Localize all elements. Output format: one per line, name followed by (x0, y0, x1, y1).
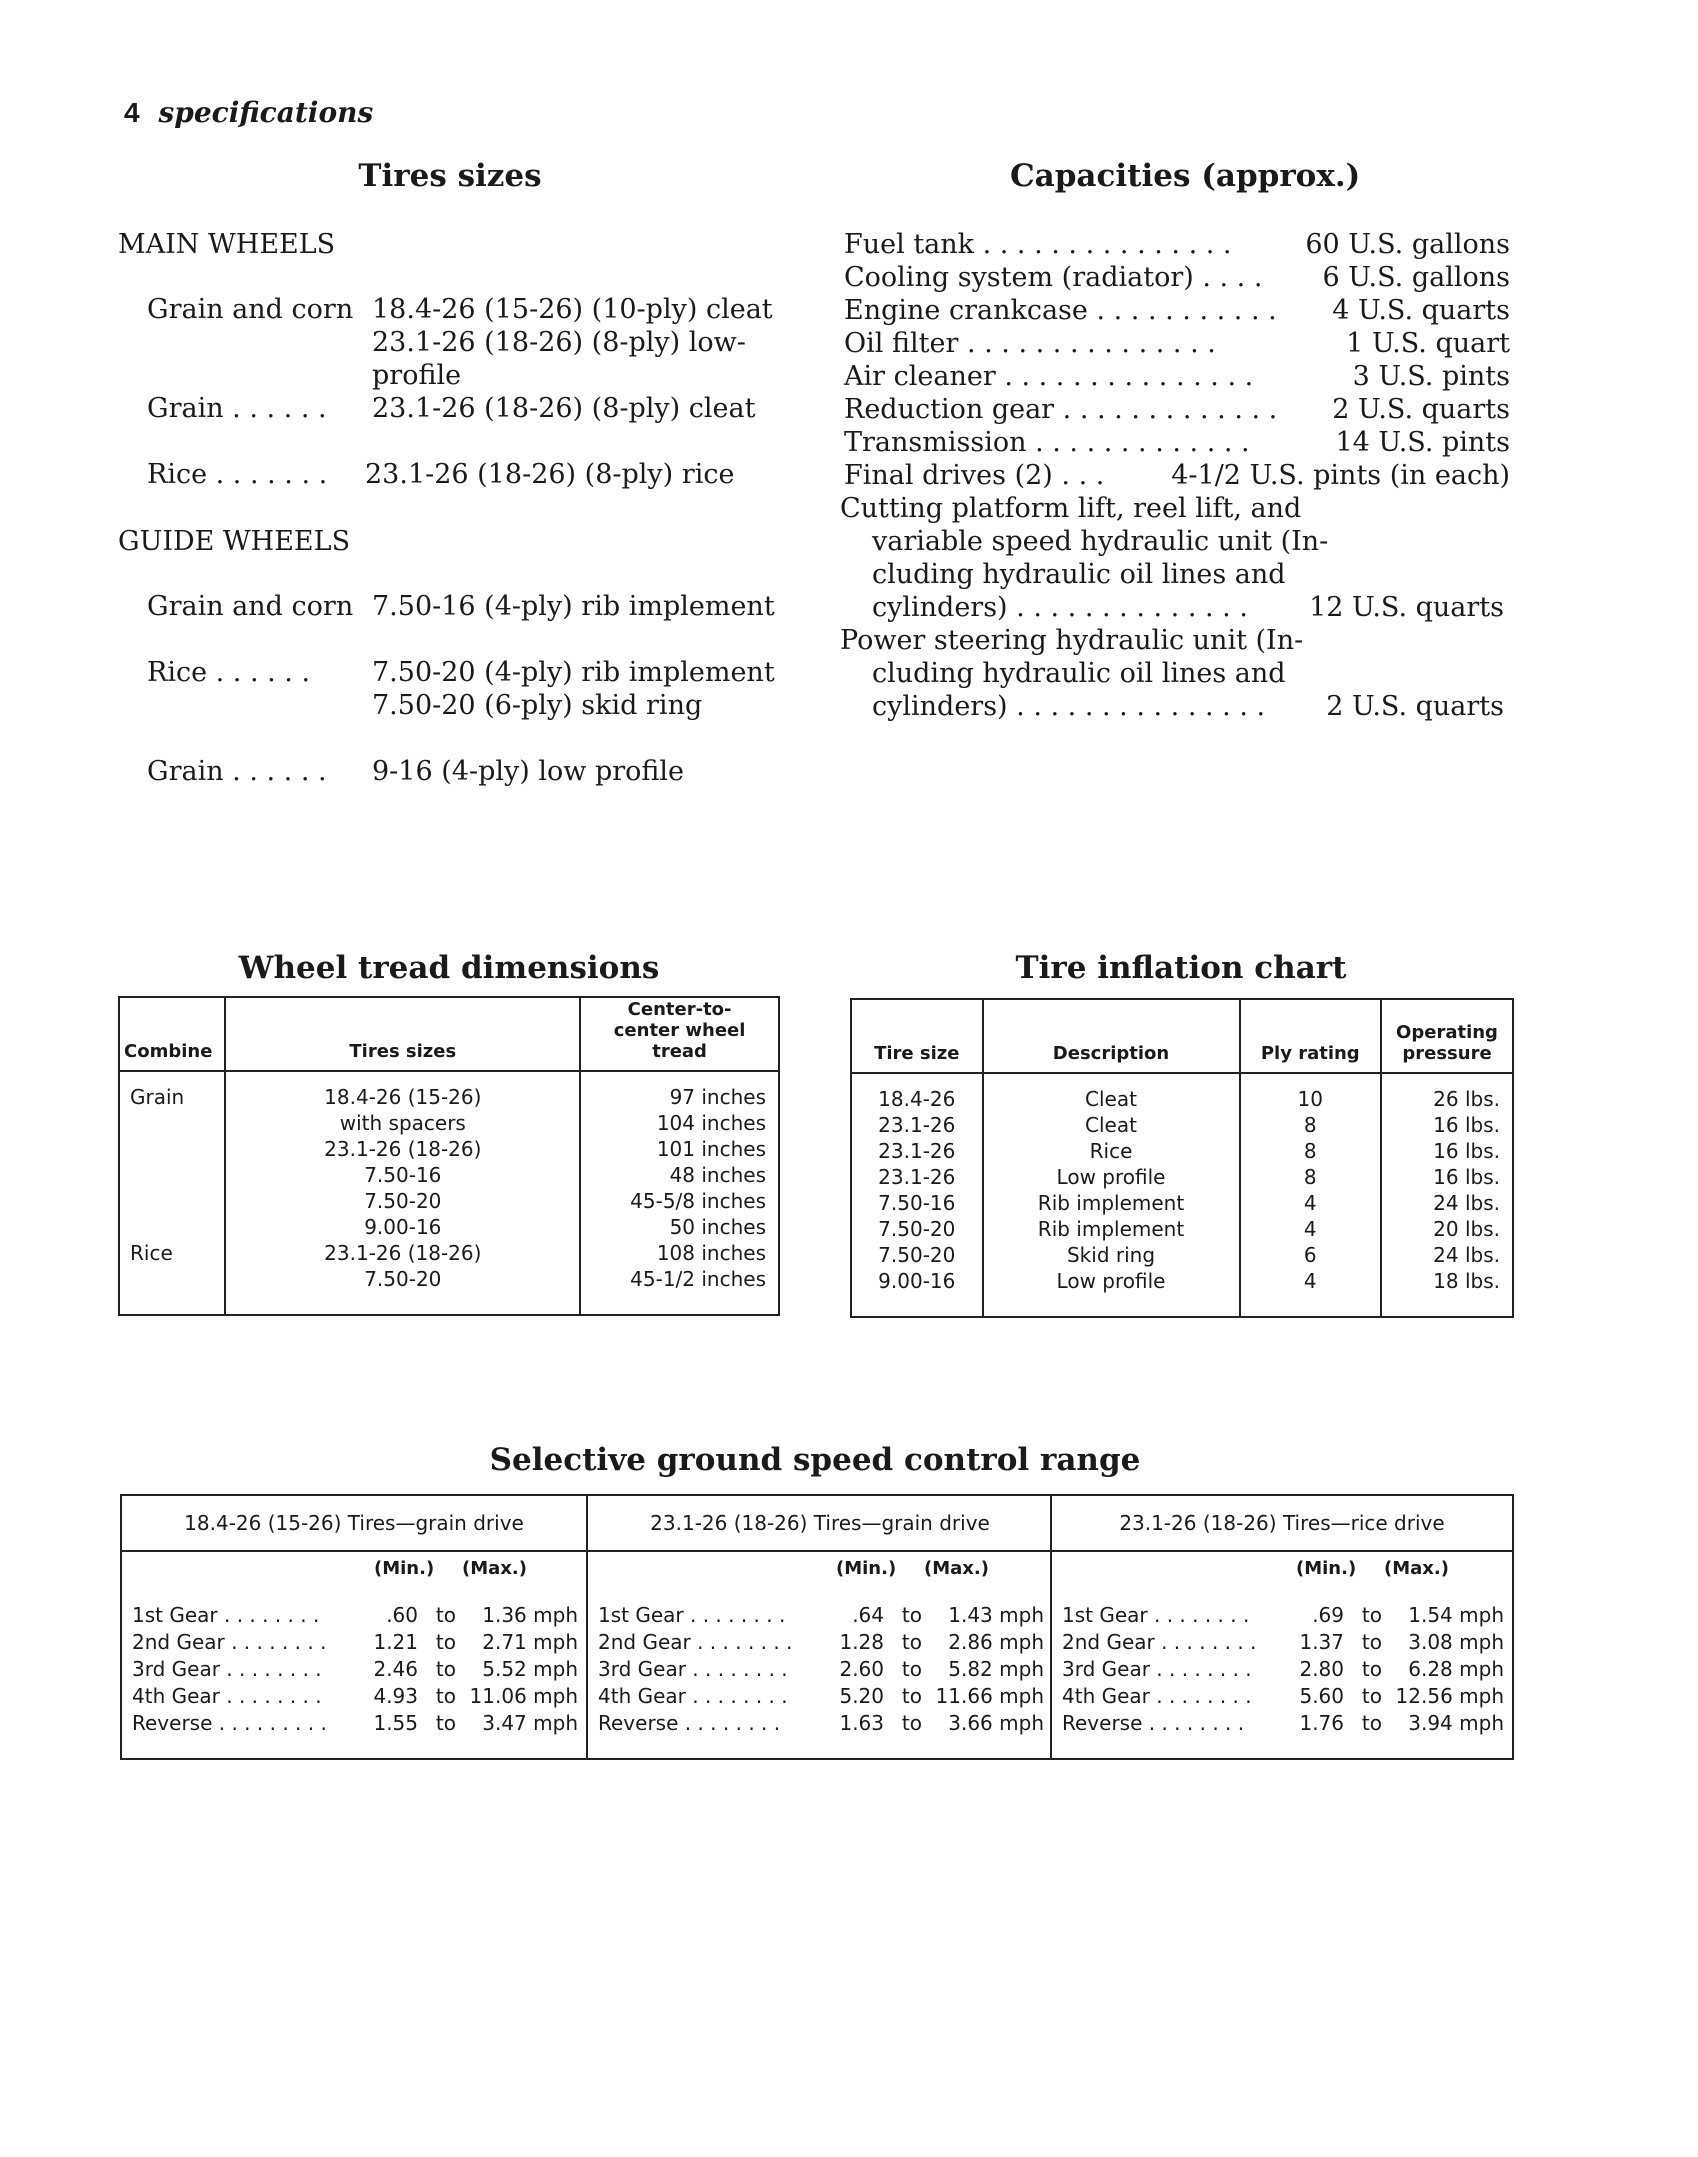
tires-cell (225, 1071, 580, 1240)
gear-label: 1st Gear . . . . . . . . (598, 1603, 786, 1627)
capacity-text-line (844, 525, 1510, 558)
tire-value: 23.1-26 (18-26) (8-ply) low- (372, 327, 746, 358)
max-speed: 3.47 mph (482, 1711, 578, 1735)
gear-row (1062, 1656, 1504, 1683)
guide-wheels-heading: GUIDE WHEELS (118, 526, 351, 557)
capacity-value: 2 U.S. quarts (1326, 691, 1504, 722)
capacity-label: Engine crankcase . . . . . . . . . . . (844, 295, 1277, 326)
tire-value: 23.1-26 (18-26) (8-ply) cleat (372, 393, 756, 424)
main-wheels-heading: MAIN WHEELS (118, 229, 336, 260)
tread-value: 108 inches (656, 1241, 766, 1265)
capacity-value: 4-1/2 U.S. pints (in each) (1171, 460, 1510, 491)
ply-rating: 4 (1303, 1269, 1317, 1293)
ply-rating: 8 (1303, 1139, 1317, 1163)
capacity-row (844, 294, 1510, 327)
capacity-value: 2 U.S. quarts (1332, 394, 1510, 425)
tread-value: 45-1/2 inches (630, 1267, 766, 1291)
tire-size: 7.50-16 (878, 1191, 956, 1215)
tread-value: 48 inches (669, 1163, 766, 1187)
ply-rating: 8 (1303, 1113, 1317, 1137)
capacity-text-line (840, 624, 1510, 657)
tire-label: Grain . . . . . . (147, 393, 327, 424)
min-speed: 1.63 (839, 1711, 884, 1735)
tire-label: Grain and corn (147, 591, 354, 622)
inflation-title: Tire inflation chart (1015, 950, 1347, 986)
capacity-label: Oil filter . . . . . . . . . . . . . . . (844, 328, 1216, 359)
tire-size: 23.1-26 (878, 1165, 956, 1189)
pressure-value: 16 lbs. (1433, 1165, 1500, 1189)
tire-size: 23.1-26 (18-26) (324, 1241, 482, 1265)
table-row (119, 1240, 779, 1315)
capacity-label: cylinders) . . . . . . . . . . . . . . (872, 592, 1248, 623)
min-label: (Min.) (836, 1558, 897, 1579)
max-speed: 6.28 mph (1408, 1657, 1504, 1681)
capacity-value: 4 U.S. quarts (1332, 295, 1510, 326)
capacity-text: Power steering hydraulic unit (In- (840, 625, 1304, 656)
tire-label: Grain and corn (147, 294, 354, 325)
gear-label: 4th Gear . . . . . . . . (598, 1684, 788, 1708)
tire-description: Rib implement (1037, 1217, 1185, 1241)
max-speed: 11.66 mph (935, 1684, 1044, 1708)
max-speed: 5.82 mph (948, 1657, 1044, 1681)
tread-header-row (119, 997, 779, 1071)
tire-size: 9.00-16 (364, 1215, 442, 1239)
tire-value: 18.4-26 (15-26) (10-ply) cleat (372, 294, 773, 325)
gear-label: 2nd Gear . . . . . . . . (132, 1630, 327, 1654)
tire-description: Low profile (1056, 1165, 1166, 1189)
tire-size: 7.50-20 (878, 1217, 956, 1241)
max-label: (Max.) (924, 1558, 989, 1579)
to-word: to (1361, 1603, 1382, 1627)
gear-label: 1st Gear . . . . . . . . (1062, 1603, 1250, 1627)
tire-size: 7.50-16 (364, 1163, 442, 1187)
capacity-row (844, 261, 1510, 294)
gear-row (1062, 1602, 1504, 1629)
gear-label: 1st Gear . . . . . . . . (132, 1603, 320, 1627)
inflation-header-ply: Ply rating (1240, 999, 1382, 1073)
to-word: to (1361, 1657, 1382, 1681)
min-speed: 4.93 (373, 1684, 418, 1708)
tire-size: 18.4-26 (878, 1087, 956, 1111)
gear-row (132, 1602, 578, 1629)
gear-row (598, 1629, 1044, 1656)
gear-row (132, 1683, 578, 1710)
max-speed: 11.06 mph (469, 1684, 578, 1708)
min-speed: 5.60 (1299, 1684, 1344, 1708)
capacity-label: Final drives (2) . . . (844, 460, 1105, 491)
gear-row (598, 1656, 1044, 1683)
speed-column (586, 1496, 1052, 1758)
capacity-row (844, 228, 1510, 261)
min-speed: 1.21 (373, 1630, 418, 1654)
capacity-row (844, 360, 1510, 393)
min-speed: 2.60 (839, 1657, 884, 1681)
size-cell (851, 1073, 983, 1317)
gear-row (598, 1683, 1044, 1710)
min-speed: .69 (1312, 1603, 1344, 1627)
tire-size: 7.50-20 (364, 1267, 442, 1291)
gear-label: 2nd Gear . . . . . . . . (1062, 1630, 1257, 1654)
tire-value: 7.50-20 (4-ply) rib implement (372, 657, 775, 688)
tread-header-tires: Tires sizes (225, 997, 580, 1071)
tread-value: 50 inches (669, 1215, 766, 1239)
to-word: to (901, 1603, 922, 1627)
gear-label: Reverse . . . . . . . . (598, 1711, 781, 1735)
capacity-text-line (844, 657, 1510, 690)
gear-label: 2nd Gear . . . . . . . . (598, 1630, 793, 1654)
tire-description: Rice (1089, 1139, 1133, 1163)
capacity-row (844, 327, 1510, 360)
pressure-value: 18 lbs. (1433, 1269, 1500, 1293)
to-word: to (901, 1657, 922, 1681)
combine-cell: Rice (119, 1240, 225, 1315)
table-row (851, 1073, 1513, 1317)
tires-title: Tires sizes (358, 158, 542, 194)
gear-label: 3rd Gear . . . . . . . . (1062, 1657, 1252, 1681)
capacity-row (844, 426, 1510, 459)
capacity-value: 6 U.S. gallons (1322, 262, 1510, 293)
gear-label: 3rd Gear . . . . . . . . (598, 1657, 788, 1681)
to-word: to (1361, 1630, 1382, 1654)
min-speed: 2.80 (1299, 1657, 1344, 1681)
max-speed: 3.94 mph (1408, 1711, 1504, 1735)
inflation-header-desc: Description (983, 999, 1240, 1073)
speed-title: Selective ground speed control range (489, 1442, 1141, 1478)
to-word: to (435, 1630, 456, 1654)
gear-row (598, 1710, 1044, 1737)
ply-rating: 4 (1303, 1191, 1317, 1215)
max-label: (Max.) (1384, 1558, 1449, 1579)
tire-value: 9-16 (4-ply) low profile (372, 756, 685, 787)
tread-table (118, 996, 780, 1316)
inflation-header-size: Tire size (851, 999, 983, 1073)
tires-cell (225, 1240, 580, 1315)
max-speed: 5.52 mph (482, 1657, 578, 1681)
tread-header-tread: Center-to-center wheel tread (580, 997, 779, 1071)
max-speed: 2.71 mph (482, 1630, 578, 1654)
tire-label: Grain . . . . . . (147, 756, 327, 787)
tire-size: 23.1-26 (878, 1113, 956, 1137)
capacity-row (844, 591, 1510, 624)
capacity-label: cylinders) . . . . . . . . . . . . . . . (872, 691, 1266, 722)
desc-cell (983, 1073, 1240, 1317)
max-speed: 12.56 mph (1395, 1684, 1504, 1708)
min-label: (Min.) (374, 1558, 435, 1579)
min-label: (Min.) (1296, 1558, 1357, 1579)
capacity-value: 14 U.S. pints (1335, 427, 1510, 458)
pressure-value: 20 lbs. (1433, 1217, 1500, 1241)
tread-value: 101 inches (656, 1137, 766, 1161)
section-name: specifications (158, 96, 374, 129)
capacity-value: 12 U.S. quarts (1309, 592, 1504, 623)
max-speed: 1.54 mph (1408, 1603, 1504, 1627)
max-speed: 2.86 mph (948, 1630, 1044, 1654)
tire-value: 7.50-20 (6-ply) skid ring (372, 690, 703, 721)
to-word: to (435, 1684, 456, 1708)
pressure-value: 26 lbs. (1433, 1087, 1500, 1111)
capacities-title: Capacities (approx.) (1010, 158, 1361, 194)
tire-description: Skid ring (1066, 1243, 1156, 1267)
capacity-value: 3 U.S. pints (1352, 361, 1510, 392)
min-speed: 1.37 (1299, 1630, 1344, 1654)
pressure-value: 16 lbs. (1433, 1113, 1500, 1137)
tire-value: profile (372, 360, 462, 391)
to-word: to (435, 1711, 456, 1735)
capacity-text-line (840, 492, 1510, 525)
gear-label: Reverse . . . . . . . . (1062, 1711, 1245, 1735)
to-word: to (1361, 1711, 1382, 1735)
max-speed: 1.43 mph (948, 1603, 1044, 1627)
speed-column-header: 23.1-26 (18-26) Tires—rice drive (1052, 1496, 1512, 1552)
table-row (119, 1071, 779, 1240)
gear-label: 4th Gear . . . . . . . . (1062, 1684, 1252, 1708)
to-word: to (1361, 1684, 1382, 1708)
capacity-label: Air cleaner . . . . . . . . . . . . . . . (844, 361, 1254, 392)
tread-value: 97 inches (669, 1085, 766, 1109)
min-speed: 5.20 (839, 1684, 884, 1708)
to-word: to (901, 1711, 922, 1735)
capacity-row (844, 459, 1510, 492)
tire-label: Rice . . . . . . (147, 657, 311, 688)
tire-size: 18.4-26 (15-26) (324, 1085, 482, 1109)
tire-label: Rice . . . . . . . (147, 459, 328, 490)
speed-column (122, 1496, 586, 1758)
gear-row (598, 1602, 1044, 1629)
capacity-text: Cutting platform lift, reel lift, and (840, 493, 1302, 524)
tire-description: Rib implement (1037, 1191, 1185, 1215)
guide-list (147, 590, 787, 810)
tire-description: Cleat (1085, 1113, 1137, 1137)
tire-value: 7.50-16 (4-ply) rib implement (372, 591, 775, 622)
ply-rating: 6 (1303, 1243, 1317, 1267)
capacity-text-line (844, 558, 1510, 591)
gear-label: 4th Gear . . . . . . . . (132, 1684, 322, 1708)
gear-label: Reverse . . . . . . . . . (132, 1711, 327, 1735)
tire-size: 7.50-20 (364, 1189, 442, 1213)
page-header (124, 96, 373, 129)
gear-row (1062, 1710, 1504, 1737)
gear-row (132, 1656, 578, 1683)
tread-cell (580, 1240, 779, 1315)
tread-cell (580, 1071, 779, 1240)
capacity-label: Reduction gear . . . . . . . . . . . . . (844, 394, 1278, 425)
capacity-row (844, 690, 1510, 723)
max-speed: 3.66 mph (948, 1711, 1044, 1735)
speed-column-header: 18.4-26 (15-26) Tires—grain drive (122, 1496, 586, 1552)
tread-header-combine: Combine (119, 997, 225, 1071)
gear-row (1062, 1629, 1504, 1656)
to-word: to (901, 1630, 922, 1654)
speed-table (120, 1494, 1514, 1760)
ply-rating: 8 (1303, 1165, 1317, 1189)
pressure-value: 16 lbs. (1433, 1139, 1500, 1163)
tire-value: 23.1-26 (18-26) (8-ply) rice (365, 459, 735, 490)
min-speed: 1.55 (373, 1711, 418, 1735)
tire-size: 7.50-20 (878, 1243, 956, 1267)
tire-size: 9.00-16 (878, 1269, 956, 1293)
to-word: to (435, 1603, 456, 1627)
capacity-row (844, 393, 1510, 426)
ply-cell (1240, 1073, 1382, 1317)
min-speed: .60 (386, 1603, 418, 1627)
tire-size: with spacers (339, 1111, 466, 1135)
ply-rating: 10 (1297, 1087, 1323, 1111)
min-speed: 1.76 (1299, 1711, 1344, 1735)
gear-row (132, 1710, 578, 1737)
max-speed: 1.36 mph (482, 1603, 578, 1627)
capacity-text: variable speed hydraulic unit (In- (872, 526, 1329, 557)
ply-rating: 4 (1303, 1217, 1317, 1241)
min-speed: .64 (852, 1603, 884, 1627)
tread-title: Wheel tread dimensions (238, 950, 660, 986)
max-speed: 3.08 mph (1408, 1630, 1504, 1654)
tire-description: Low profile (1056, 1269, 1166, 1293)
speed-column-header: 23.1-26 (18-26) Tires—grain drive (588, 1496, 1052, 1552)
inflation-table (850, 998, 1514, 1318)
capacity-label: Cooling system (radiator) . . . . (844, 262, 1263, 293)
capacity-text: cluding hydraulic oil lines and (872, 658, 1286, 689)
inflation-header-pressure: Operating pressure (1381, 999, 1513, 1073)
pressure-value: 24 lbs. (1433, 1243, 1500, 1267)
gear-row (1062, 1683, 1504, 1710)
capacity-text: cluding hydraulic oil lines and (872, 559, 1286, 590)
tire-description: Cleat (1085, 1087, 1137, 1111)
capacity-label: Fuel tank . . . . . . . . . . . . . . . (844, 229, 1232, 260)
speed-column (1050, 1496, 1512, 1758)
tire-size: 23.1-26 (878, 1139, 956, 1163)
pressure-value: 24 lbs. (1433, 1191, 1500, 1215)
to-word: to (901, 1684, 922, 1708)
max-label: (Max.) (462, 1558, 527, 1579)
capacities-list (840, 228, 1510, 728)
capacity-value: 1 U.S. quart (1346, 328, 1510, 359)
pressure-cell (1381, 1073, 1513, 1317)
capacity-label: Transmission . . . . . . . . . . . . . (844, 427, 1250, 458)
inflation-header-row (851, 999, 1513, 1073)
min-speed: 1.28 (839, 1630, 884, 1654)
page-number: 4 (124, 97, 140, 128)
to-word: to (435, 1657, 456, 1681)
tread-value: 45-5/8 inches (630, 1189, 766, 1213)
tread-value: 104 inches (656, 1111, 766, 1135)
gear-label: 3rd Gear . . . . . . . . (132, 1657, 322, 1681)
gear-row (132, 1629, 578, 1656)
tire-size: 23.1-26 (18-26) (324, 1137, 482, 1161)
min-speed: 2.46 (373, 1657, 418, 1681)
capacity-value: 60 U.S. gallons (1305, 229, 1510, 260)
combine-cell: Grain (119, 1071, 225, 1240)
